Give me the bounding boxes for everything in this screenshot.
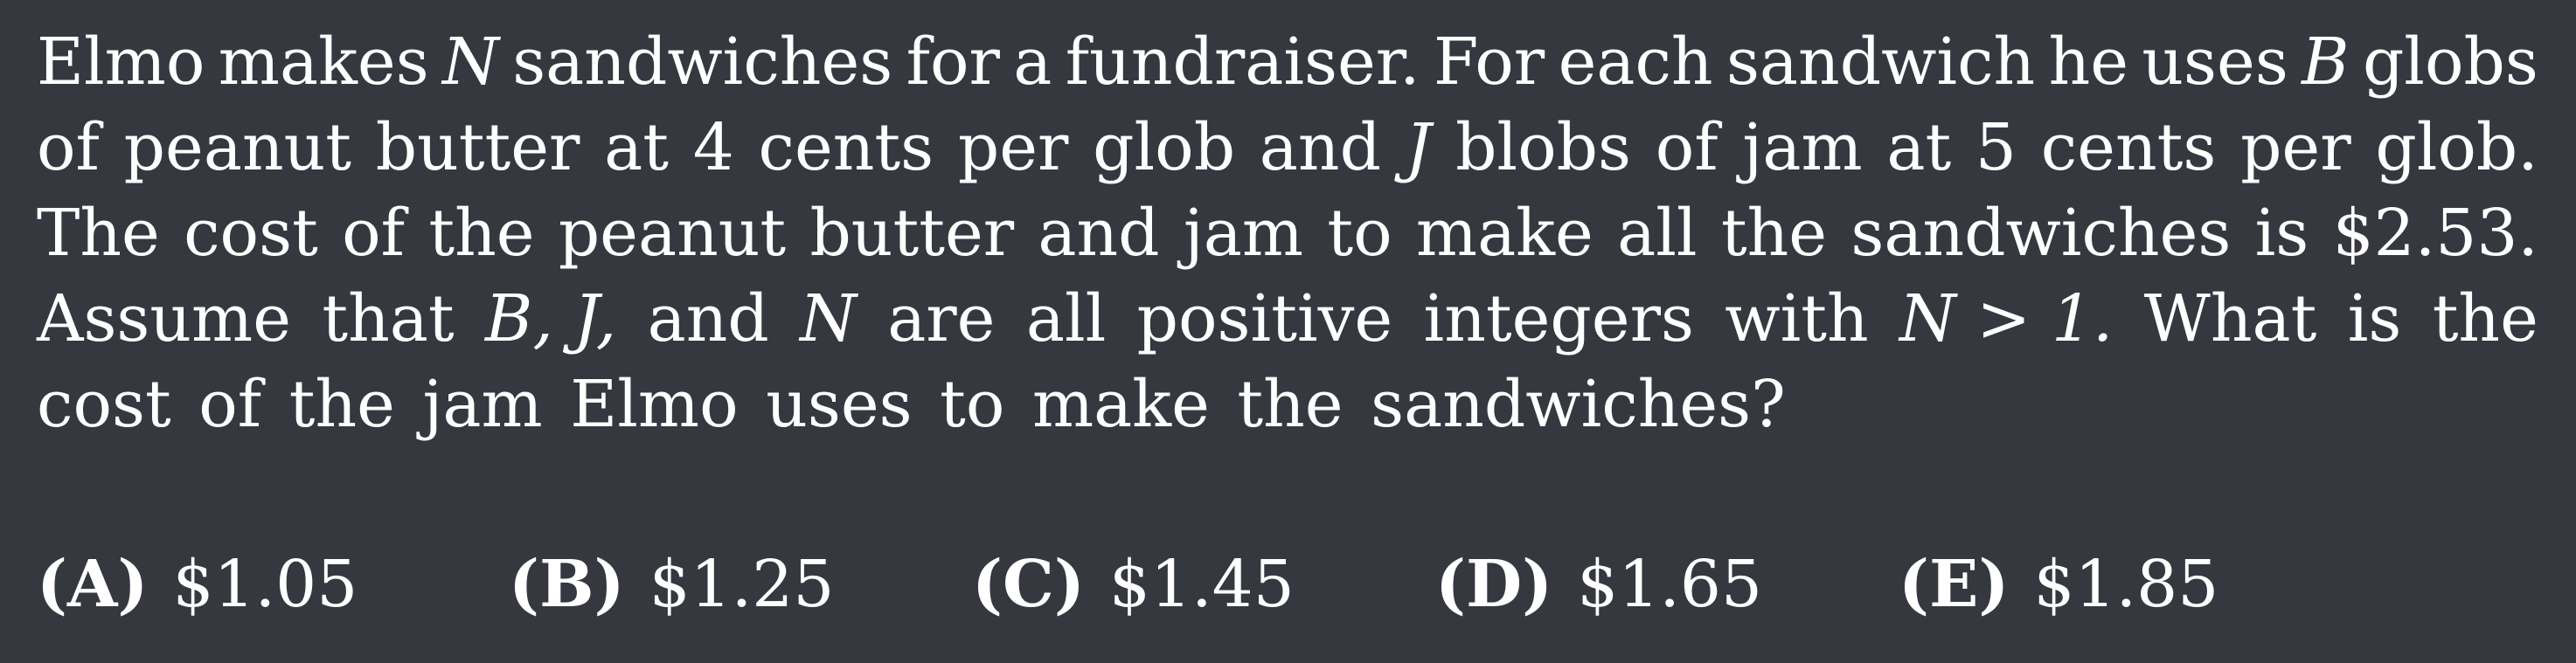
choice-letter: (C) (972, 547, 1085, 622)
word: blobs (1455, 110, 1631, 185)
word: Elmo (37, 24, 205, 100)
word: peanut (123, 110, 352, 185)
word: per (957, 110, 1069, 185)
word: globs (2362, 24, 2538, 100)
word: at (604, 110, 669, 185)
choice-letter: (B) (509, 547, 625, 622)
word: jam (422, 367, 543, 442)
word: sandwiches? (1371, 367, 1786, 442)
word: are (887, 281, 996, 356)
choice-b[interactable] (509, 542, 834, 627)
word: 4 (692, 110, 734, 185)
word: jam (1742, 110, 1863, 185)
word: is (2254, 196, 2309, 271)
word: sandwiches (1850, 196, 2232, 271)
word: make (1415, 196, 1594, 271)
word: $2.53. (2332, 196, 2538, 271)
word: butter (809, 196, 1015, 271)
word: uses (766, 367, 913, 442)
word: to (1327, 196, 1392, 271)
problem-line-5 (37, 362, 2538, 447)
word: B (2302, 24, 2350, 100)
word: he (2048, 24, 2129, 100)
word: N (800, 281, 857, 356)
word: of (1655, 110, 1718, 185)
choice-letter: (E) (1899, 547, 2010, 622)
word: positive (1136, 281, 1393, 356)
word: per (2240, 110, 2351, 185)
word: of (342, 196, 406, 271)
word: Elmo (570, 367, 739, 442)
word: makes (218, 24, 429, 100)
choice-e[interactable] (1899, 542, 2218, 627)
word: and (1259, 110, 1381, 185)
word: cents (758, 110, 934, 185)
word: butter (375, 110, 580, 185)
problem-statement (37, 19, 2538, 447)
choice-value: $1.85 (2033, 547, 2219, 622)
word: N (442, 24, 499, 100)
word: cost (184, 196, 318, 271)
word: sandwich (1725, 24, 2036, 100)
word: each (1558, 24, 1713, 100)
word: all (1025, 281, 1107, 356)
choice-d[interactable] (1435, 542, 1762, 627)
word: at (1886, 110, 1952, 185)
problem-line-2 (37, 105, 2538, 190)
choice-a[interactable] (37, 542, 358, 627)
choice-value: $1.45 (1108, 547, 1295, 622)
choice-value: $1.25 (649, 547, 835, 622)
word: of (37, 110, 100, 185)
choice-value: $1.05 (172, 547, 358, 622)
word: the (2432, 281, 2538, 356)
choice-letter: (D) (1435, 547, 1553, 622)
word: peanut (558, 196, 787, 271)
word: make (1031, 367, 1210, 442)
choice-value: $1.65 (1577, 547, 1763, 622)
word: uses (2142, 24, 2288, 100)
problem-line-4 (37, 276, 2538, 362)
word: the (428, 196, 535, 271)
word: for (906, 24, 1000, 100)
choice-c[interactable] (972, 542, 1295, 627)
word: glob. (2375, 110, 2538, 185)
word: N > 1. (1899, 281, 2114, 356)
word: with (1725, 281, 1869, 356)
word: What (2143, 281, 2317, 356)
word: sandwiches (512, 24, 893, 100)
problem-line-1 (37, 19, 2538, 105)
word: all (1617, 196, 1698, 271)
word: The (37, 196, 160, 271)
word: For (1433, 24, 1545, 100)
word: fundraiser. (1065, 24, 1420, 100)
word: a (1013, 24, 1052, 100)
word: B, J, (484, 281, 617, 356)
word: is (2347, 281, 2402, 356)
word: Assume (37, 281, 292, 356)
word: glob (1093, 110, 1236, 185)
word: jam (1183, 196, 1304, 271)
problem-line-3 (37, 190, 2538, 276)
word: J (1405, 110, 1432, 185)
choice-letter: (A) (37, 547, 149, 622)
word: and (1038, 196, 1160, 271)
word: and (647, 281, 769, 356)
word: of (198, 367, 262, 442)
word: to (940, 367, 1005, 442)
word: cost (37, 367, 171, 442)
word: cents (2040, 110, 2217, 185)
word: the (1720, 196, 1828, 271)
word: that (322, 281, 455, 356)
word: integers (1423, 281, 1694, 356)
word: the (288, 367, 395, 442)
word: the (1237, 367, 1344, 442)
word: 5 (1975, 110, 2017, 185)
